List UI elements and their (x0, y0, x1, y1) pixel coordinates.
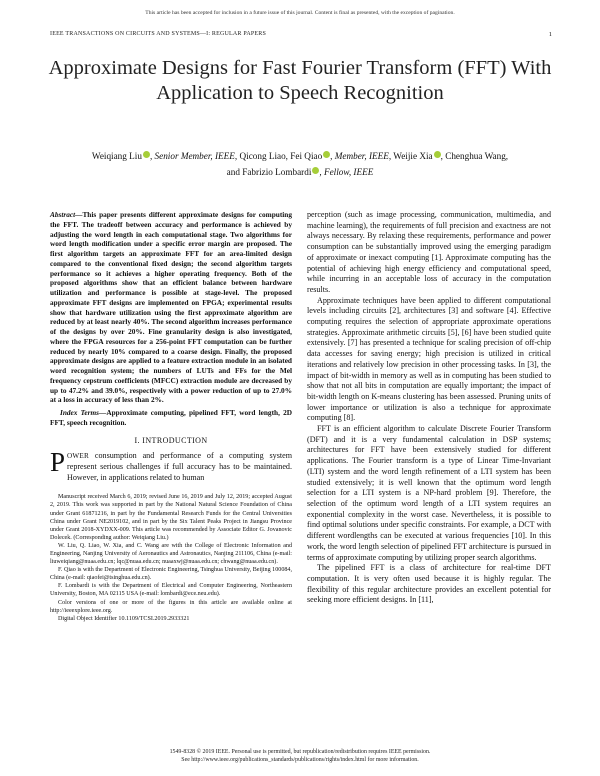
right-column (307, 210, 551, 606)
author-name: Weiqiang Liu (91, 151, 142, 161)
author-name: Qicong Liao, Fei Qiao (239, 151, 323, 161)
paper-title: Approximate Designs for Fast Fourier Transform (FFT) With Application to Speech Recognition (48, 57, 552, 104)
intro-lead: OWER (67, 452, 89, 461)
left-column (50, 210, 292, 623)
author-list (42, 148, 558, 180)
author-name: , Chenghua Wang, (440, 151, 509, 161)
author-affiliation: , Fellow, IEEE (319, 167, 374, 177)
intro-paragraph (50, 447, 292, 483)
intro-text: consumption and performance of a computing system represent serious challenges if full accuracy has to be maintained. However, in applications related to human (67, 451, 292, 482)
footnote: F. Qiao is with the Department of Electronic Engineering, Tsinghua University, Beijing 100084, China (e-mail: qiaofei@tsinghua.edu.cn). (50, 567, 292, 582)
rights-link-line: See http://www.ieee.org/publications_standards/publications/rights/index.html for more information. (181, 757, 419, 763)
body-paragraph: Approximate techniques have been applied to different computational levels including circuits [2], architectures [3] and software [4]. Effective computing requires the selection of appropriate approximate operations strategies. Approximate arithmetic circuits [5], [6] have been studied quite extensively. [7] has presented a technique for scaling precision of off-chip data accesses for saving energy; high precision is utilized in critical iterations and relatively low precision in other processing tasks. In [3], the impact of bit-width in memory as well as in computing has been studied to show that not all bits in computation are equally important; the impact of bit-width length on K-means clustering has been assessed. Pruning units of lower importance or utilization is also a technique for approximate computing [8]. (307, 295, 551, 423)
index-terms-label: Index Terms (60, 408, 100, 417)
footnote: F. Lombardi is with the Department of Electrical and Computer Engineering, Northeastern University, Boston, MA 02115 USA (e-mail: lombardi@ece.neu.edu). (50, 583, 292, 598)
page-number: 1 (548, 31, 552, 38)
index-terms-text: —Approximate computing, pipelined FFT, word length, 2D FFT, speech recognition. (50, 408, 292, 427)
body-paragraph: perception (such as image processing, communication, multimedia, and machine learning), the requirements of full precision and exactness are not always necessary. By relaxing these requirements, performance and power consumption can be substantially improved using the emerging paradigm of approximate or inexact computing [1]. Approximate computing has the potential of achieving high energy efficiency and computational speed, while incurring in an acceptable loss of accuracy in the computation results. (307, 210, 551, 294)
author-name: and Fabrizio Lombardi (226, 167, 312, 177)
acceptance-notice: This article has been accepted for inclusion in a future issue of this journal. Content is final as presented, with the exception of pagination. (145, 10, 455, 16)
author-affiliation: , Member, IEEE, (330, 151, 392, 161)
orcid-icon[interactable] (434, 151, 441, 158)
section-heading: I. INTRODUCTION (134, 435, 208, 445)
drop-cap: P (50, 447, 66, 478)
footnote: Color versions of one or more of the figures in this article are available online at http://ieeexplore.ieee.org. (50, 599, 292, 614)
footnote: Digital Object Identifier 10.1109/TCSI.2019.2933321 (58, 615, 190, 622)
abstract (50, 210, 292, 405)
footnotes (50, 493, 292, 623)
body-paragraph: FFT is an efficient algorithm to calculate Discrete Fourier Transform (DFT) and it is a very fundamental calculation in DSP systems; architectures for FFT have been extensively studied for different applications. The Fourier transform is a type of Linear Time-Invariant (LTI) system and the word length refinement of a LTI system has been studied extensively; it is well known that the optimum word length selection for a LTI system is a NP-hard problem [9]. Therefore, the selection of the optimum word length of a LTI system requires an exponential complexity in the worst case. Nevertheless, it is possible to find optimal solutions under specific constraints. For example, a DCT with different wordlengths can be executed at various frequencies [10]. In this work, the word length selection of pipelined FFT architecture is pursued in terms of approximate computing by utilizing proper search algorithms. (307, 424, 551, 562)
running-head: IEEE TRANSACTIONS ON CIRCUITS AND SYSTEMS—I: REGULAR PAPERS (50, 31, 266, 37)
index-terms (50, 408, 292, 428)
footnote: Manuscript received March 6, 2019; revised June 16, 2019 and July 12, 2019; accepted August 2, 2019. This work was supported in part by the National Natural Science Foundation of China under Grant 61871216, in part by the Fundamental Research Funds for the Central Universities China under Grant NE2019102, and in part by the Six Talent Peaks Project in Jiangsu Province under Grant 2018-XYDXX-009. This article was recommended by Associate Editor G. Jovanovic Dolecek. (Corresponding author: Weiqiang Liu.) (50, 494, 292, 541)
copyright-footer (0, 748, 600, 764)
footnote: W. Liu, Q. Liao, W. Xia, and C. Wang are with the College of Electronic Information and Engineering, Nanjing University of Aeronautics and Astronautics, Nanjing 211106, China (e-mail: liuweiqiang@nuaa.edu.cn; lqc@nuaa.edu.cn; nuaaxwj@nuaa.edu.cn; chwang@nuaa.edu.cn). (50, 542, 292, 566)
body-paragraph: The pipelined FFT is a class of architecture for real-time DFT computation. It is very often used because it is highly regular. The flexibility of this regular architecture provides an excellent potential for seeking more efficient designs. In [11], (307, 563, 551, 605)
copyright-line: 1549-8328 © 2019 IEEE. Personal use is permitted, but republication/redistribution requires IEEE permission. (169, 749, 431, 755)
abstract-label: Abstract (50, 210, 76, 219)
author-affiliation: , Senior Member, IEEE, (149, 151, 238, 161)
abstract-text: —This paper presents different approximate designs for computing the FFT. The tradeoff between accuracy and performance is achieved by adjusting the word length in each computational stage. Two algorithms for word length modification under a specific error margin are proposed. The first algorithm targets an approximate FFT for an area-limited design compared to the conventional fixed design; the second algorithm targets performance so it achieves a higher operating frequency. Both of the proposed algorithms show that an efficient balance between hardware utilization and performance is possible at stage-level. The proposed approximate FFT designs are implemented on FPGA; experimental results show that hardware utilization using the first approximate algorithm are reduced by at least nearly 40%. The second algorithm increases performance of the designs by over 20%. Fine granularity design is also investigated, where the FPGA resources for a 256-point FFT computation can be further reduced by nearly 10% compared to a coarse design. Finally, the proposed approximate designs are applied to a feature extraction module in an isolated word recognition system; the numbers of LUTs and FFs for the Mel frequency cepstrum coefficients (MFCC) extraction module are decreased by up to 47.2% and 39.0%, respectively with a power reduction of up to 27.0% at a loss in accuracy of less than 2%. (50, 210, 292, 405)
author-name: Weijie Xia (393, 151, 433, 161)
orcid-icon[interactable] (143, 151, 150, 158)
